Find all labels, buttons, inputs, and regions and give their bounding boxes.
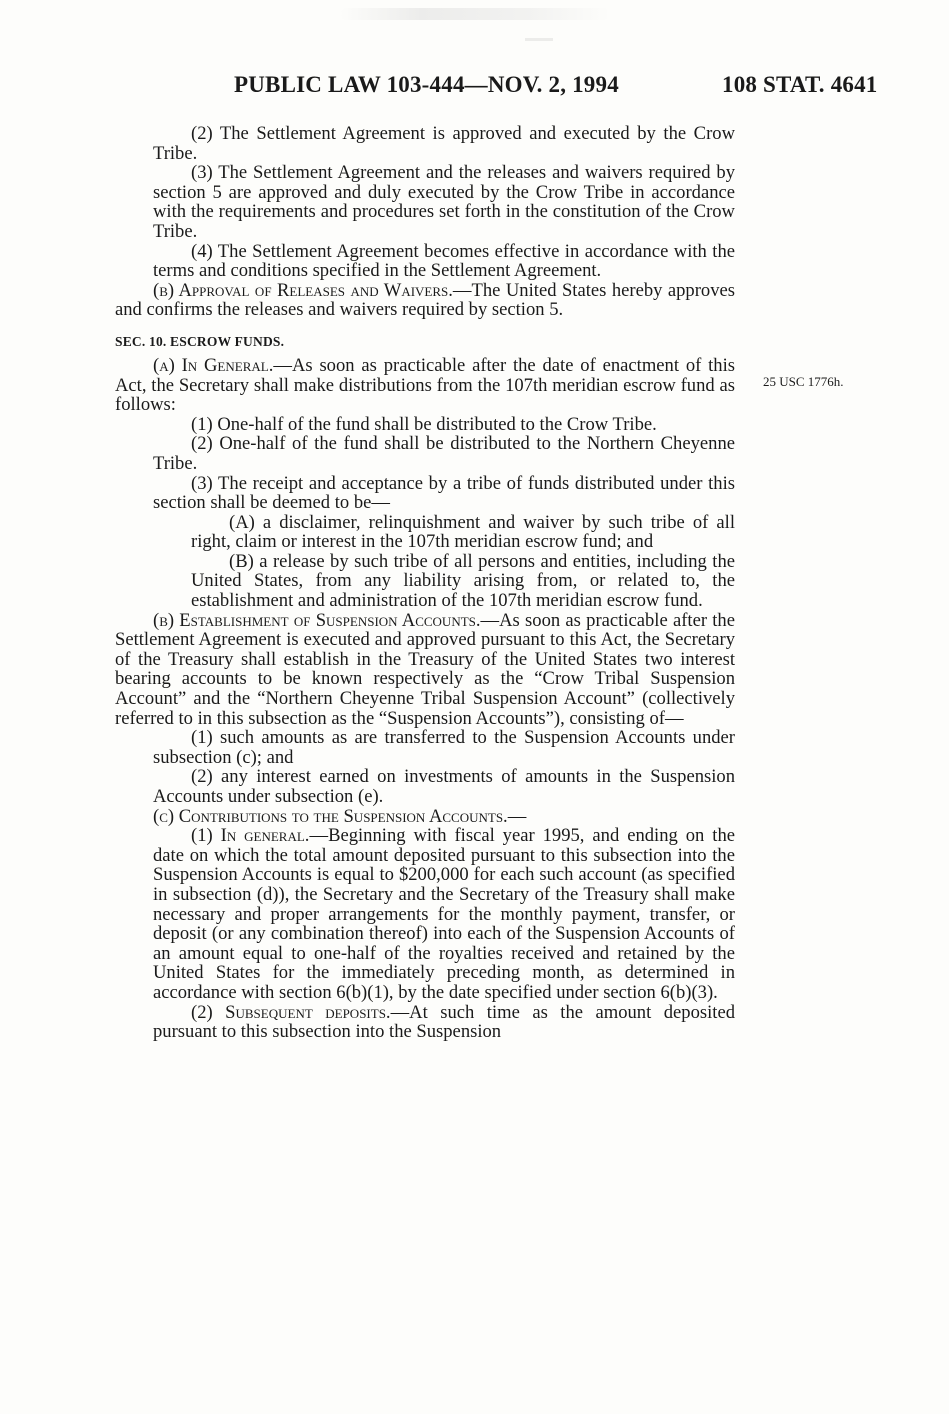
subsection-text: —As soon as practicable after the date of enactment of this Act, the Secretary shall make distributions from the 107th meridian escrow fund as follows: xyxy=(115,354,736,416)
paragraph xyxy=(115,356,735,415)
section-heading: SEC. 10. ESCROW FUNDS. xyxy=(115,333,285,349)
paragraph-heading: (1) In general. xyxy=(191,825,310,847)
subsection-text: —The United States hereby approves and confirms the releases and waivers required by section 5. xyxy=(115,279,735,321)
subsection-heading: (b) Establishment of Suspension Accounts. xyxy=(153,609,481,631)
scan-artifact xyxy=(340,8,610,20)
scan-artifact xyxy=(525,38,553,41)
paragraph xyxy=(115,1003,735,1042)
public-law-citation: PUBLIC LAW 103-444—NOV. 2, 1994 xyxy=(234,72,619,97)
paragraph: (A) a disclaimer, relinquishment and waiver by such tribe of all right, claim or interest in the 107th meridian escrow fund; and xyxy=(191,511,735,553)
subsection-heading: (b) Approval of Releases and Waivers. xyxy=(153,279,453,301)
paragraph-text: —Beginning with fiscal year 1995, and ending on the date on which the total amount deposited pursuant to this subsection into the Suspension Accounts is equal to $200,000 for each such account (as specified in subsection (d)), the Secretary and the Secretary of the Treasury shall make necessary and proper arrangements for the monthly payment, transfer, or deposit (or any combination thereof) into each of the Suspension Accounts of an amount equal to one-half of the royalties received and retained by the United States for the immediately preceding month, as determined in accordance with section 6(b)(1), by the date specified under section 6(b)(3). xyxy=(153,825,735,1003)
subsection-heading: (c) Contributions to the Suspension Accounts. xyxy=(153,805,508,827)
paragraph-heading: (2) Subsequent deposits. xyxy=(191,1001,391,1023)
paragraph: (2) One-half of the fund shall be distributed to the Northern Cheyenne Tribe. xyxy=(153,433,735,474)
subsection-text: — xyxy=(507,805,527,827)
paragraph xyxy=(115,611,735,729)
paragraph xyxy=(115,807,735,827)
subsection-text: —As soon as practicable after the Settlement Agreement is executed and approved pursuant to this Act, the Secretary of the Treasury shall establish in the Treasury of the United States two interest bearing accounts to be known respectively as the “Crow Tribal Suspension Account” and the “Northern Cheyenne Tribal Suspension Account” (collectively referred to in this subsection as the “Suspension Accounts”), consisting of— xyxy=(115,609,735,729)
paragraph-text: —At such time as the amount deposited pursuant to this subsection into the Suspension xyxy=(153,1001,735,1043)
subsection-heading: (a) In General. xyxy=(153,354,274,376)
body-text xyxy=(115,124,735,1042)
paragraph: (2) any interest earned on investments of amounts in the Suspension Accounts under subsection (e). xyxy=(153,766,735,807)
paragraph: (1) One-half of the fund shall be distributed to the Crow Tribe. xyxy=(191,413,657,435)
paragraph: (4) The Settlement Agreement becomes effective in accordance with the terms and conditions specified in the Settlement Agreement. xyxy=(153,240,735,282)
statute-page-number: 108 STAT. 4641 xyxy=(722,72,878,97)
paragraph: (B) a release by such tribe of all persons and entities, including the United States, from any liability arising from, or related to, the establishment and administration of the 107th meridian escrow fund. xyxy=(191,550,735,612)
paragraph: (2) The Settlement Agreement is approved and executed by the Crow Tribe. xyxy=(153,123,735,164)
paragraph: (1) such amounts as are transferred to the Suspension Accounts under subsection (c); and xyxy=(153,727,735,768)
paragraph: (3) The Settlement Agreement and the releases and waivers required by section 5 are approved and duly executed by the Crow Tribe in accordance with the requirements and procedures set forth in the constitution of the Crow Tribe. xyxy=(153,162,735,242)
margin-citation: 25 USC 1776h. xyxy=(763,374,844,389)
running-header xyxy=(0,72,949,106)
paragraph xyxy=(115,826,735,1002)
paragraph xyxy=(115,281,735,320)
paragraph: (3) The receipt and acceptance by a tribe of funds distributed under this section shall be deemed to be— xyxy=(153,472,735,514)
